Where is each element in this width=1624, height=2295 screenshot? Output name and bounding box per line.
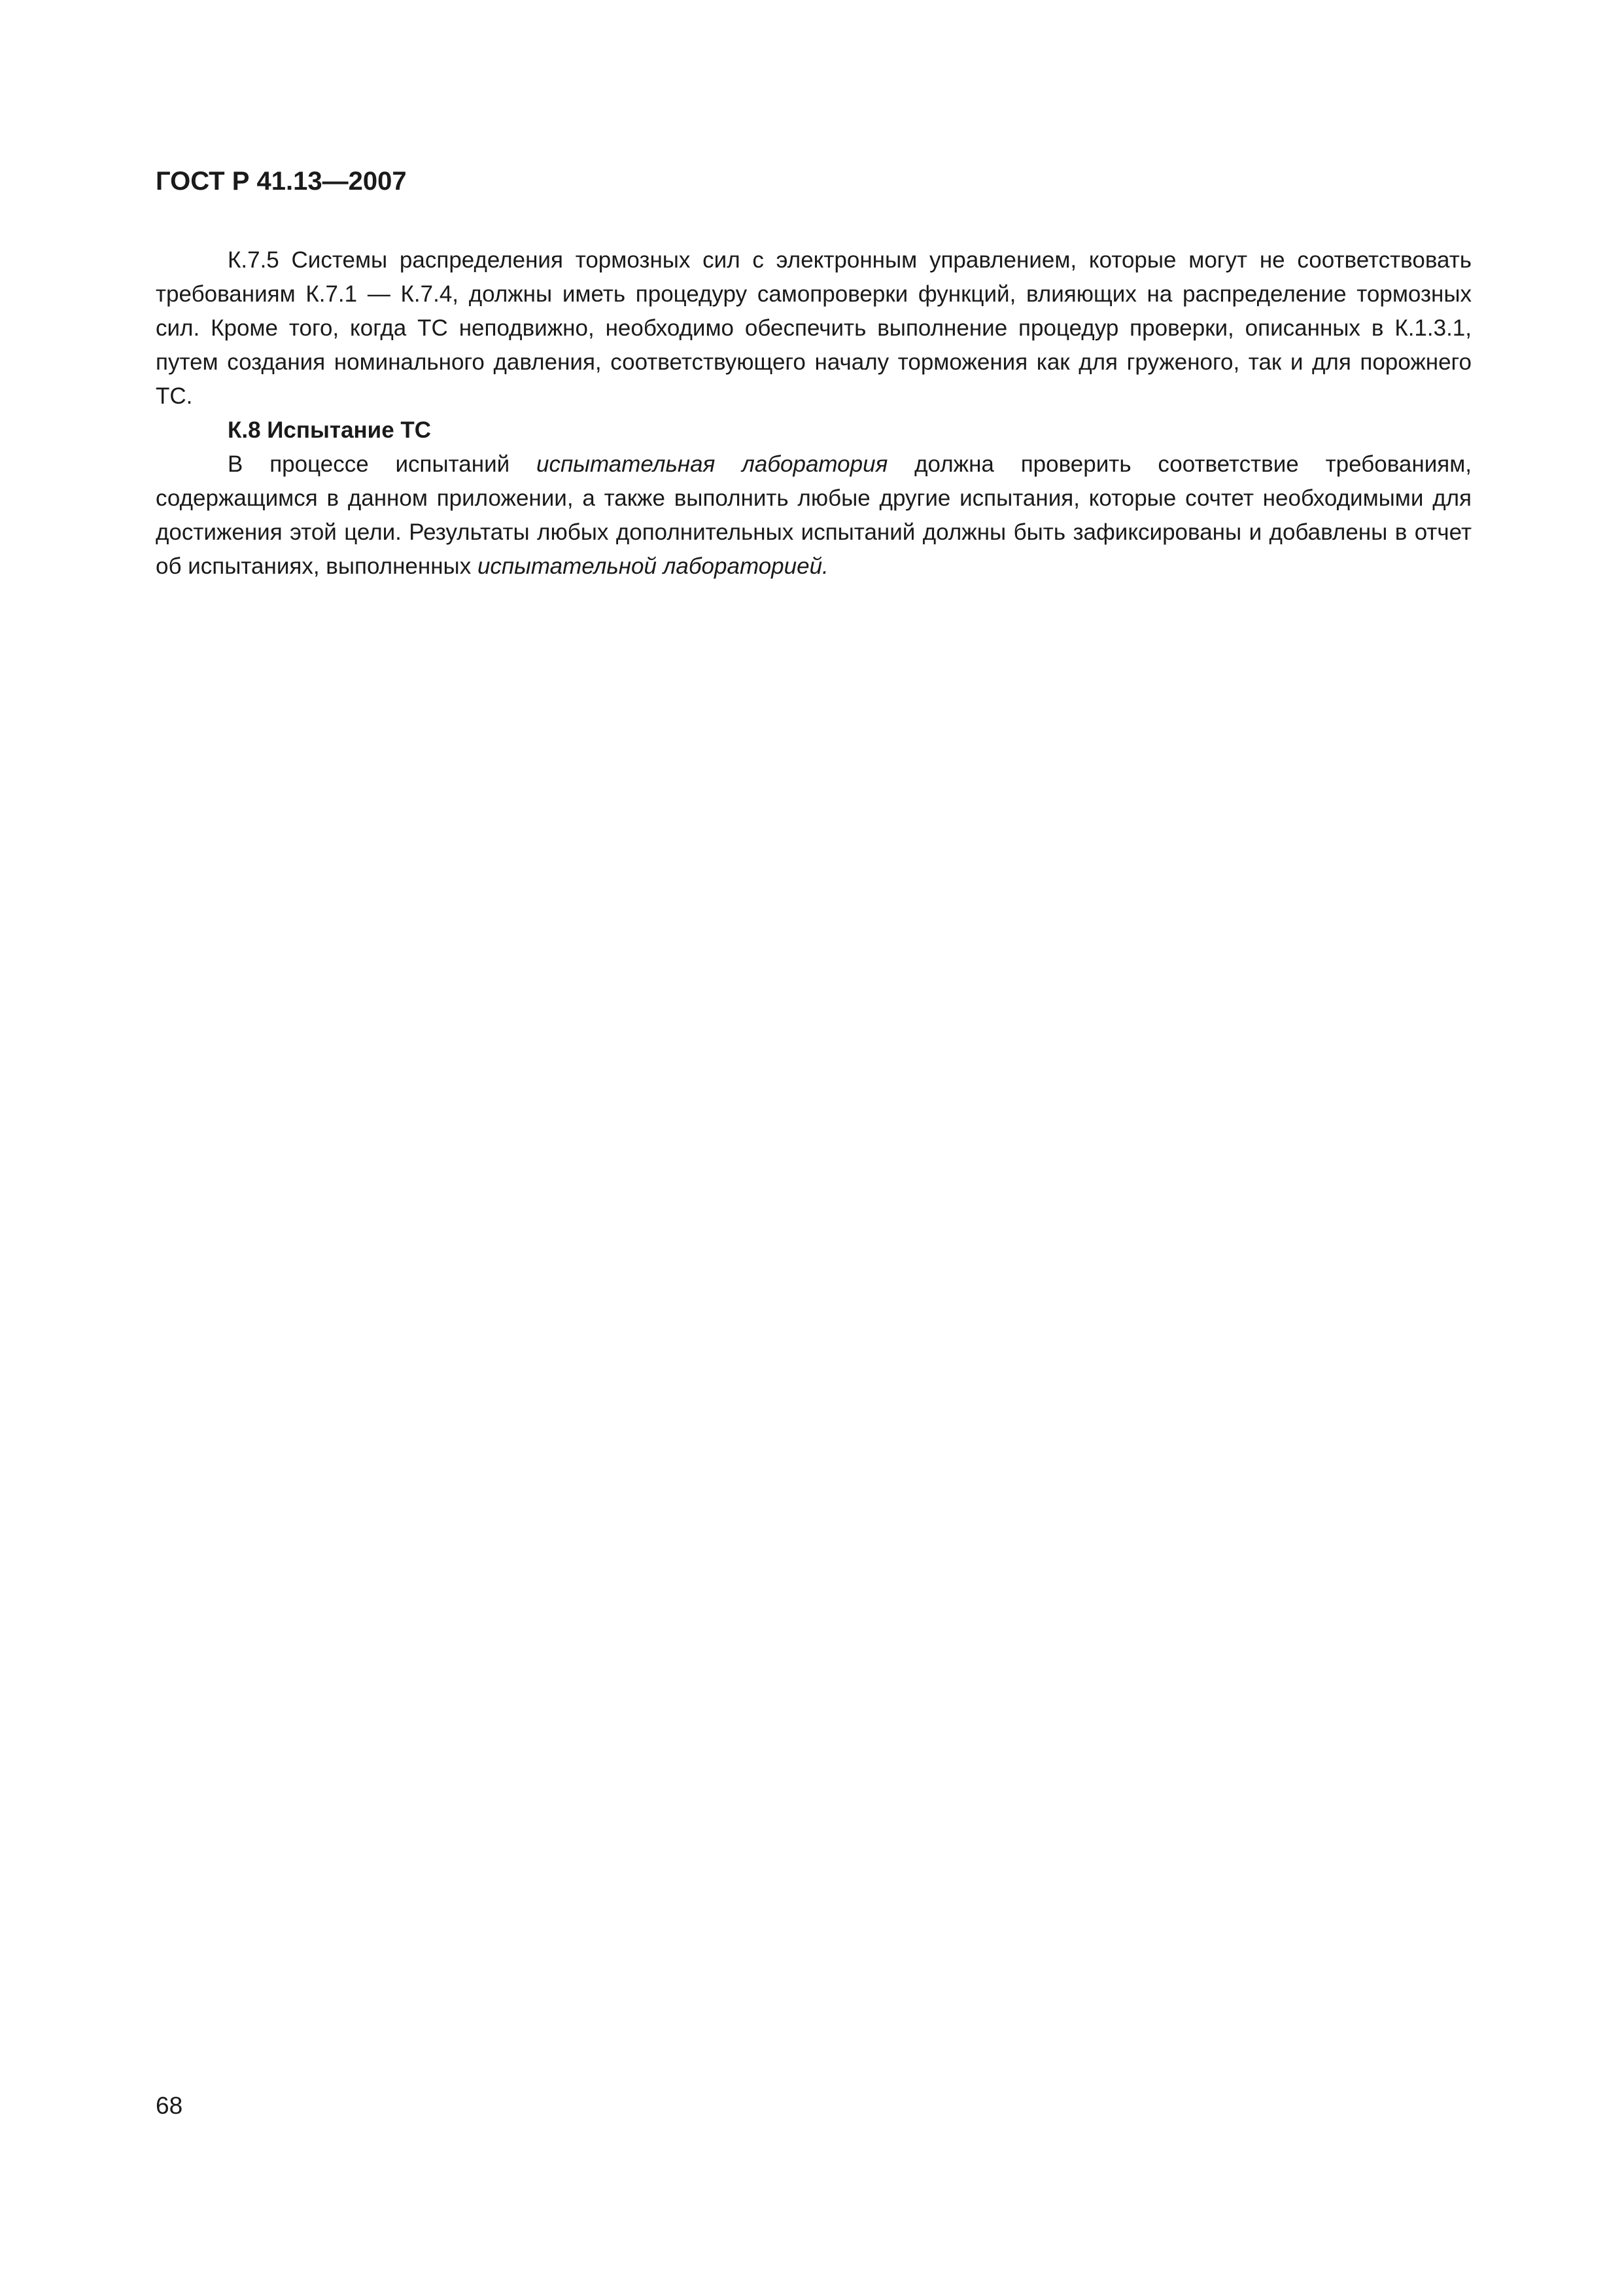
- paragraph-k8-text-1: В процессе испытаний: [228, 451, 537, 477]
- document-body: [156, 243, 1472, 584]
- paragraph-k75: К.7.5 Системы распределения тормозных сил с электронным управлением, которые могут не соответствовать требованиям К.7.1 — К.7.4, должны иметь процедуру самопроверки функций, влияющих на распределение тормозных сил. Кроме того, когда ТС неподвижно, необходимо обеспечить выполнение процедур проверки, описанных в К.1.3.1, путем создания номинального давления, соответствующего началу торможения как для груженого, так и для порожнего ТС.: [156, 247, 1472, 409]
- paragraph-k8-emphasis-2: испытательной лабораторией.: [477, 553, 829, 579]
- paragraph-k8-text-2: должна проверить соответствие требованиям, содержащимся в данном приложении, а также выполнить любые другие испытания, которые сочтет необходимыми для достижения этой цели. Результаты любых дополнительных испытаний должны быть зафиксированы и добавлены в отчет об испытаниях, выполненных: [156, 451, 1472, 579]
- page-number: 68: [156, 2092, 183, 2119]
- paragraph-k8: [156, 447, 1472, 584]
- section-heading-k8: К.8 Испытание ТС: [228, 417, 432, 443]
- paragraph-k8-emphasis-1: испытательная лаборатория: [536, 451, 888, 477]
- document-header: ГОСТ Р 41.13—2007: [156, 167, 407, 196]
